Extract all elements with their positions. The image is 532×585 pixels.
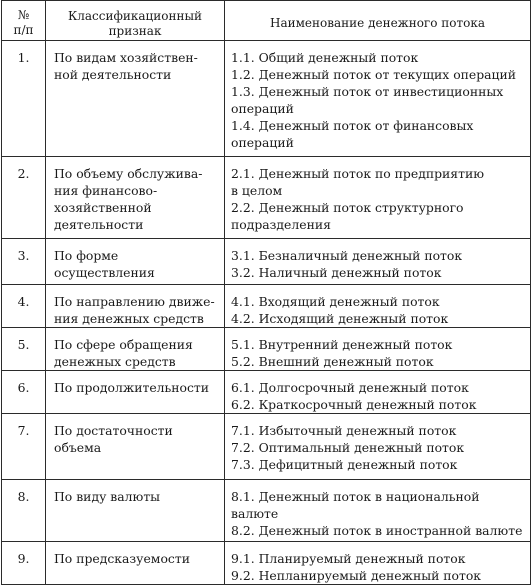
criterion-line: хозяйственной — [54, 200, 152, 215]
criterion-line: По направлению движе- — [54, 294, 215, 309]
table-row — [2, 414, 531, 480]
flow-name-line: 7.2. Оптимальный денежный поток — [231, 440, 465, 455]
row-criterion — [46, 157, 225, 239]
header-number-line2: п/п — [13, 23, 34, 37]
flow-name-line: 9.1. Планируемый денежный поток — [231, 551, 466, 566]
criterion-line: ния финансово- — [54, 183, 158, 198]
flow-name-line: 1.1. Общий денежный поток — [231, 50, 419, 65]
criterion-line: По предсказуемости — [54, 551, 190, 566]
flow-name-line: 8.2. Денежный поток в иностранной валюте — [231, 523, 523, 538]
row-flow-names — [225, 41, 531, 157]
row-criterion — [46, 285, 225, 328]
header-number — [2, 1, 46, 41]
row-flow-names — [225, 480, 531, 542]
criterion-line: объема — [54, 440, 102, 455]
row-criterion — [46, 542, 225, 585]
flow-name-line: 2.2. Денежный поток структурного — [231, 200, 464, 215]
row-number: 3. — [2, 239, 46, 285]
row-number: 4. — [2, 285, 46, 328]
table-body — [2, 41, 531, 585]
flow-name-line: операций — [231, 135, 294, 150]
criterion-line: По сфере обращения — [54, 337, 193, 352]
flow-name-line: 9.2. Непланируемый денежный поток — [231, 568, 482, 583]
row-flow-names — [225, 371, 531, 414]
header-criterion — [46, 1, 225, 41]
header-flow-name-text: Наименование денежного потока — [269, 16, 485, 30]
table-row — [2, 239, 531, 285]
flow-name-line: подразделения — [231, 217, 331, 232]
table-row — [2, 41, 531, 157]
row-criterion — [46, 328, 225, 371]
flow-name-line: 1.4. Денежный поток от финансовых — [231, 118, 474, 133]
criterion-line: По объему обслужива- — [54, 166, 203, 181]
flow-name-line: 5.2. Внешний денежный поток — [231, 354, 434, 369]
flow-name-line: 6.2. Краткосрочный денежный поток — [231, 397, 477, 412]
criterion-line: По форме — [54, 248, 119, 263]
row-number: 9. — [2, 542, 46, 585]
row-criterion — [46, 41, 225, 157]
flow-name-line: в целом — [231, 183, 283, 198]
row-flow-names — [225, 414, 531, 480]
flow-name-line: 3.2. Наличный денежный поток — [231, 265, 442, 280]
criterion-line: ния денежных средств — [54, 311, 204, 326]
table-row — [2, 371, 531, 414]
row-number: 6. — [2, 371, 46, 414]
flow-name-line: 8.1. Денежный поток в национальной — [231, 489, 480, 504]
flow-name-line: 7.1. Избыточный денежный поток — [231, 423, 457, 438]
row-criterion — [46, 480, 225, 542]
table-header-row — [2, 1, 531, 41]
row-flow-names — [225, 239, 531, 285]
row-flow-names — [225, 328, 531, 371]
flow-name-line: 4.2. Исходящий денежный поток — [231, 311, 449, 326]
criterion-line: ной деятельности — [54, 67, 172, 82]
table-row — [2, 328, 531, 371]
criterion-line: денежных средств — [54, 354, 176, 369]
row-flow-names — [225, 285, 531, 328]
header-flow-name — [225, 1, 531, 41]
criterion-line: деятельности — [54, 217, 144, 232]
table-row — [2, 285, 531, 328]
criterion-line: По виду валюты — [54, 489, 161, 504]
flow-name-line: 4.1. Входящий денежный поток — [231, 294, 440, 309]
header-criterion-line2: признак — [108, 24, 162, 38]
row-flow-names — [225, 542, 531, 585]
flow-name-line: валюте — [231, 506, 279, 521]
criterion-line: По достаточности — [54, 423, 173, 438]
row-criterion — [46, 371, 225, 414]
table-row — [2, 542, 531, 585]
criterion-line: По видам хозяйствен- — [54, 50, 198, 65]
row-number: 8. — [2, 480, 46, 542]
header-criterion-line1: Классификационный — [67, 9, 203, 23]
row-number: 2. — [2, 157, 46, 239]
row-number: 5. — [2, 328, 46, 371]
row-flow-names — [225, 157, 531, 239]
flow-name-line: 7.3. Дефицитный денежный поток — [231, 457, 458, 472]
row-criterion — [46, 239, 225, 285]
flow-name-line: 1.3. Денежный поток от инвестиционных — [231, 84, 504, 99]
header-number-line1: № — [17, 8, 30, 22]
flow-name-line: 6.1. Долгосрочный денежный поток — [231, 380, 469, 395]
row-number: 7. — [2, 414, 46, 480]
criterion-line: По продолжительности — [54, 380, 210, 395]
flow-name-line: 5.1. Внутренний денежный поток — [231, 337, 453, 352]
flow-name-line: 3.1. Безналичный денежный поток — [231, 248, 463, 263]
classification-table — [1, 0, 531, 585]
row-number: 1. — [2, 41, 46, 157]
flow-name-line: 2.1. Денежный поток по предприятию — [231, 166, 484, 181]
table-row — [2, 157, 531, 239]
flow-name-line: 1.2. Денежный поток от текущих операций — [231, 67, 517, 82]
flow-name-line: операций — [231, 101, 294, 116]
row-criterion — [46, 414, 225, 480]
criterion-line: осуществления — [54, 265, 155, 280]
table-row — [2, 480, 531, 542]
